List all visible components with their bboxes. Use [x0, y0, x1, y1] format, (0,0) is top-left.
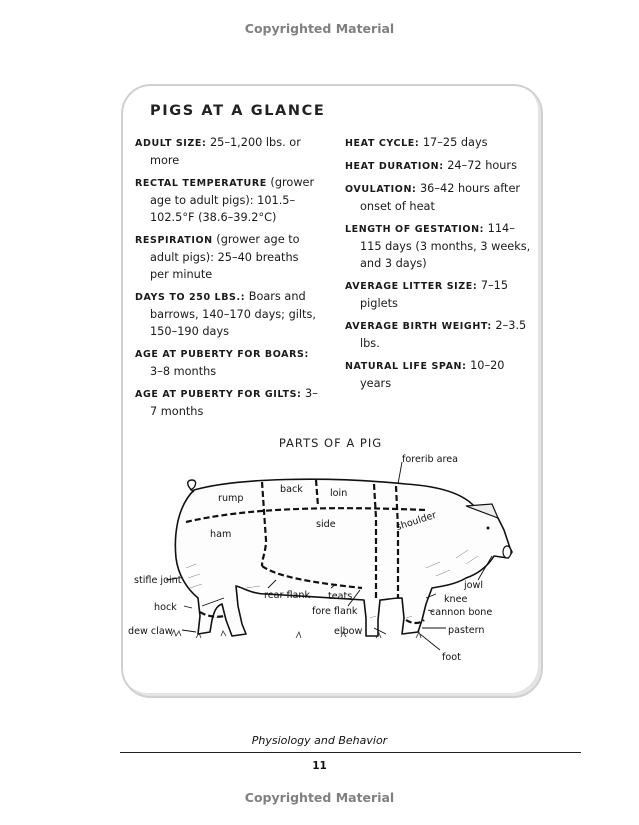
footer-rule	[120, 752, 581, 753]
label-elbow: elbow	[334, 626, 363, 637]
label-fore-flank: fore flank	[312, 606, 358, 617]
fact-puberty-gilts: AGE AT PUBERTY FOR GILTS: 3–7 months	[135, 387, 318, 418]
label-pastern: pastern	[448, 625, 485, 636]
fact-heat-duration: HEAT DURATION: 24–72 hours	[345, 159, 517, 172]
label-forerib-area: forerib area	[402, 454, 459, 465]
snout-shape	[503, 546, 511, 558]
fact-adult-size: ADULT SIZE: 25–1,200 lbs. or more	[135, 136, 301, 167]
fact-heat-cycle: HEAT CYCLE: 17–25 days	[345, 136, 488, 149]
fact-gestation: LENGTH OF GESTATION: 114–115 days (3 months, 3 weeks, and 3 days)	[345, 222, 531, 270]
copyright-header: Copyrighted Material	[244, 21, 395, 36]
label-teats: teats	[328, 591, 353, 602]
panel-title: PIGS AT A GLANCE	[150, 103, 326, 119]
label-foot: foot	[442, 652, 461, 663]
section-title: Physiology and Behavior	[251, 734, 388, 747]
label-side: side	[316, 519, 336, 530]
label-knee: knee	[444, 594, 468, 605]
label-hock: hock	[154, 602, 177, 613]
fact-puberty-boars: AGE AT PUBERTY FOR BOARS: 3–8 months	[135, 349, 309, 378]
pig-diagram	[126, 448, 526, 678]
label-rump: rump	[218, 493, 244, 504]
label-cannon-bone: cannon bone	[430, 607, 493, 618]
label-jowl: jowl	[464, 580, 484, 591]
facts-right-column	[345, 134, 535, 397]
facts-left-column	[135, 134, 320, 425]
diagram-title: PARTS OF A PIG	[278, 436, 383, 450]
label-shoulder: shoulder	[394, 509, 438, 534]
label-ham: ham	[210, 529, 232, 540]
page-number: 11	[312, 760, 327, 772]
fact-rectal-temperature: RECTAL TEMPERATURE (grower age to adult pigs): 101.5–102.5°F (38.6–39.2°C)	[135, 176, 315, 224]
label-dew-claw: dew claw	[128, 626, 173, 637]
fact-respiration: RESPIRATION (grower age to adult pigs): 25–40 breaths per minute	[135, 233, 300, 281]
fact-ovulation: OVULATION: 36–42 hours after onset of heat	[345, 182, 521, 213]
label-stifle-joint: stifle joint	[134, 575, 182, 586]
copyright-footer: Copyrighted Material	[244, 790, 395, 805]
eye-shape	[487, 527, 490, 530]
label-rear-flank: rear flank	[264, 590, 311, 601]
fact-birth-weight: AVERAGE BIRTH WEIGHT: 2–3.5 lbs.	[345, 319, 527, 350]
fact-litter-size: AVERAGE LITTER SIZE: 7–15 piglets	[345, 279, 509, 310]
label-loin: loin	[330, 488, 348, 499]
label-back: back	[280, 484, 303, 495]
fact-life-span: NATURAL LIFE SPAN: 10–20 years	[345, 359, 505, 390]
fact-days-to-250: DAYS TO 250 LBS.: Boars and barrows, 140–170 days; gilts, 150–190 days	[135, 290, 316, 338]
